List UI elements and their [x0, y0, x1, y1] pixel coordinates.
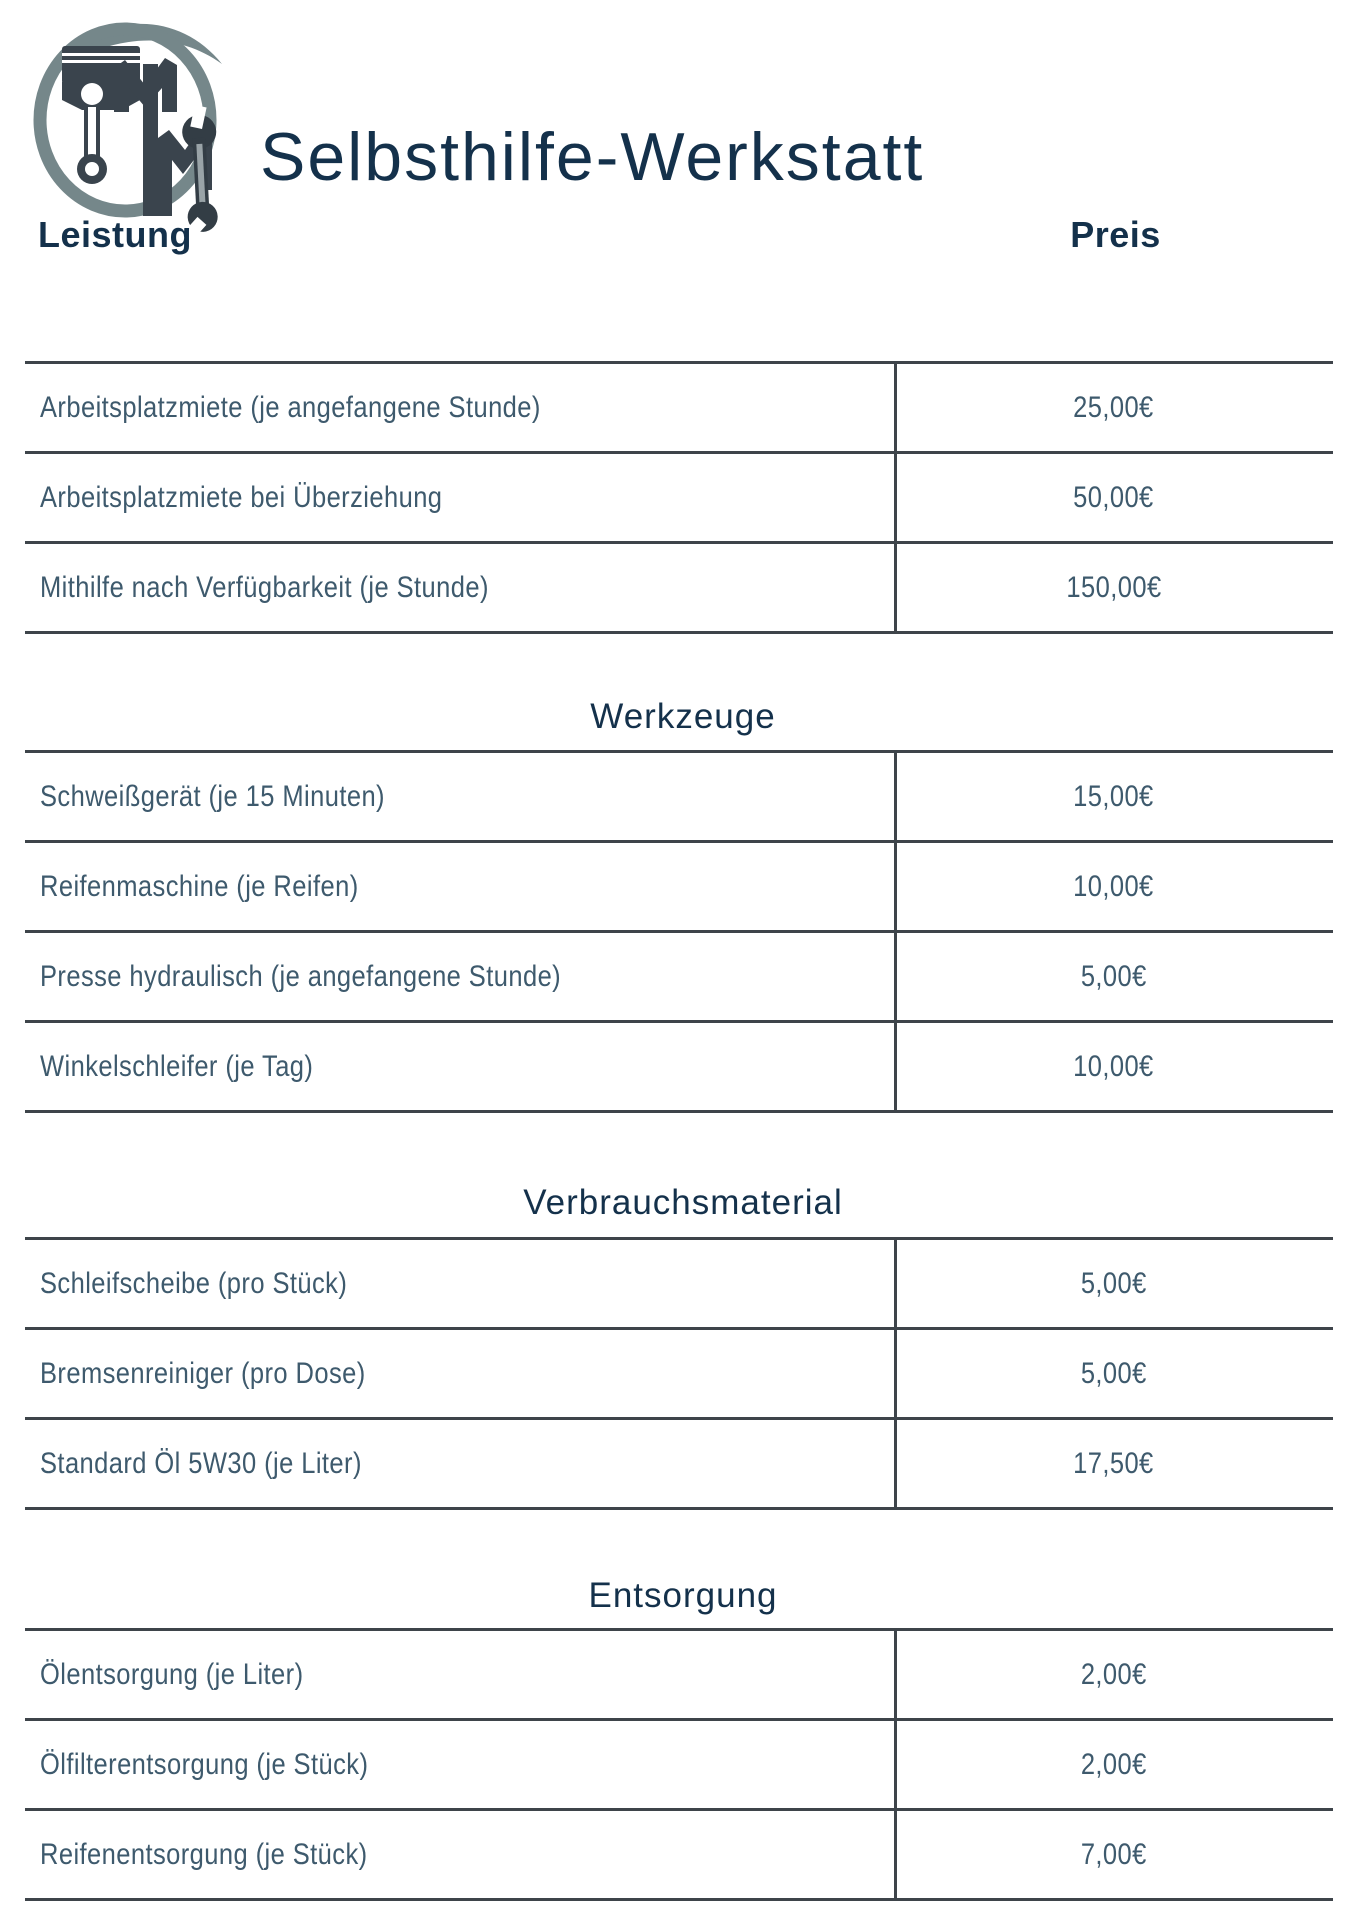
table-row: [25, 364, 1333, 454]
price-cell: [894, 1748, 1333, 1782]
table-row: [25, 933, 1333, 1023]
table-row: [25, 1240, 1333, 1330]
service-label: Ölentsorgung (je Liter): [40, 1657, 304, 1691]
workshop-logo-mm-icon: [26, 6, 228, 232]
price-cell: [894, 1357, 1333, 1391]
price-cell: [894, 1658, 1333, 1692]
service-cell: [25, 1748, 894, 1782]
price-value: 150,00€: [1065, 570, 1162, 604]
table-row: [25, 843, 1333, 933]
piston-pin-hole: [81, 83, 103, 105]
section-heading-entsorgung: Entsorgung: [588, 1576, 778, 1616]
service-cell: [25, 391, 894, 425]
table-row: [25, 1023, 1333, 1113]
price-value: 7,00€: [1080, 1837, 1147, 1871]
section-heading-verbrauchsmaterial: Verbrauchsmaterial: [523, 1183, 843, 1223]
service-label: Arbeitsplatzmiete (je angefangene Stunde): [40, 390, 541, 424]
service-cell: [25, 1658, 894, 1692]
price-value: 17,50€: [1073, 1446, 1154, 1480]
service-label: Arbeitsplatzmiete bei Überziehung: [40, 480, 443, 514]
price-value: 10,00€: [1073, 1049, 1154, 1083]
service-cell: [25, 571, 894, 605]
table-row: [25, 753, 1333, 843]
table-row: [25, 1721, 1333, 1811]
service-cell: [25, 780, 894, 814]
rod-end-hole: [85, 162, 99, 176]
service-label: Winkelschleifer (je Tag): [40, 1049, 314, 1083]
price-value: 25,00€: [1073, 390, 1154, 424]
service-label: Reifenentsorgung (je Stück): [40, 1837, 368, 1871]
table-row: [25, 1330, 1333, 1420]
price-value: 50,00€: [1073, 480, 1154, 514]
price-table-general: [25, 361, 1333, 634]
price-cell: [894, 870, 1333, 904]
service-cell: [25, 960, 894, 994]
service-label: Reifenmaschine (je Reifen): [40, 869, 359, 903]
price-value: 15,00€: [1073, 779, 1154, 813]
service-cell: [25, 1357, 894, 1391]
price-cell: [894, 1267, 1333, 1301]
price-cell: [894, 571, 1333, 605]
table-row: [25, 544, 1333, 634]
table-row: [25, 454, 1333, 544]
price-value: 5,00€: [1080, 1356, 1147, 1390]
price-value: 10,00€: [1073, 869, 1154, 903]
service-label: Mithilfe nach Verfügbarkeit (je Stunde): [40, 570, 489, 604]
piston-ring-line: [62, 60, 140, 63]
piston-rod-stripe: [88, 107, 96, 159]
service-cell: [25, 1050, 894, 1084]
price-cell: [894, 780, 1333, 814]
service-cell: [25, 481, 894, 515]
column-divider: [894, 364, 897, 634]
price-value: 2,00€: [1080, 1747, 1147, 1781]
price-table-werkzeuge: [25, 750, 1333, 1113]
price-value: 5,00€: [1080, 959, 1147, 993]
service-cell: [25, 1447, 894, 1481]
service-label: Schleifscheibe (pro Stück): [40, 1266, 348, 1300]
column-divider: [894, 1240, 897, 1510]
service-label: Bremsenreiniger (pro Dose): [40, 1356, 366, 1390]
page-title: Selbsthilfe-Werkstatt: [260, 118, 925, 195]
price-table-entsorgung: [25, 1628, 1333, 1901]
service-label: Presse hydraulisch (je angefangene Stunde): [40, 959, 562, 993]
service-label: Standard Öl 5W30 (je Liter): [40, 1446, 362, 1480]
price-value: 2,00€: [1080, 1657, 1147, 1691]
piston-ring-line: [62, 53, 140, 56]
section-heading-werkzeuge: Werkzeuge: [590, 697, 776, 737]
service-label: Schweißgerät (je 15 Minuten): [40, 779, 385, 813]
price-value: 5,00€: [1080, 1266, 1147, 1300]
column-header-preis: Preis: [1070, 214, 1161, 255]
table-row: [25, 1420, 1333, 1510]
price-table-verbrauchsmaterial: [25, 1237, 1333, 1510]
service-cell: [25, 870, 894, 904]
logo-letter-stem: [143, 64, 158, 216]
column-divider: [894, 1631, 897, 1901]
price-cell: [894, 1838, 1333, 1872]
column-header-leistung: Leistung: [38, 214, 192, 255]
price-cell: [894, 1050, 1333, 1084]
price-cell: [894, 481, 1333, 515]
table-row: [25, 1631, 1333, 1721]
service-cell: [25, 1838, 894, 1872]
price-cell: [894, 1447, 1333, 1481]
service-label: Ölfilterentsorgung (je Stück): [40, 1747, 369, 1781]
service-cell: [25, 1267, 894, 1301]
column-divider: [894, 753, 897, 1113]
price-cell: [894, 960, 1333, 994]
price-cell: [894, 391, 1333, 425]
table-row: [25, 1811, 1333, 1901]
